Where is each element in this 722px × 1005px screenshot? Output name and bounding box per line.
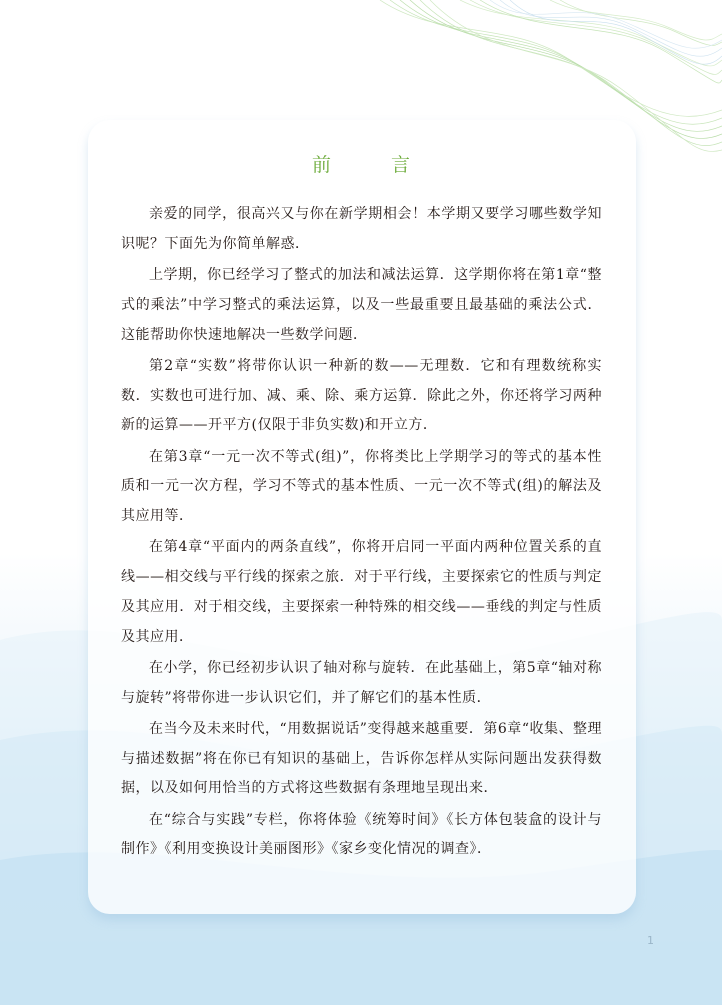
- preface-body: [121, 200, 602, 867]
- paragraph: 在第3章“一元一次不等式(组)”，你将类比上学期学习的等式的基本性质和一元一次方程，学习不等式的基本性质、一元一次不等式(组)的解法及其应用等．: [121, 448, 602, 525]
- paragraph: 亲爱的同学，很高兴又与你在新学期相会！本学期又要学习哪些数学知识呢？下面先为你简单解惑．: [121, 206, 602, 252]
- paragraph: 在“综合与实践”专栏，你将体验《统筹时间》《长方体包装盒的设计与制作》《利用变换设计美丽图形》《家乡变化情况的调查》．: [121, 811, 602, 858]
- page-number: 1: [647, 934, 654, 947]
- page-title: 前 言: [311, 154, 438, 176]
- paragraph: 在小学，你已经初步认识了轴对称与旋转．在此基础上，第5章“轴对称与旋转”将带你进一步认识它们，并了解它们的基本性质．: [121, 659, 602, 706]
- paragraph: 在第4章“平面内的两条直线”，你将开启同一平面内两种位置关系的直线——相交线与平行线的探索之旅．对于平行线，主要探索它的性质与判定及其应用．对于相交线，主要探索一种特殊的相交线——垂线的判定与性质及其应用．: [121, 539, 602, 645]
- paragraph: 第2章“实数”将带你认识一种新的数——无理数．它和有理数统称实数．实数也可进行加、减、乘、除、乘方运算．除此之外，你还将学习两种新的运算——开平方(仅限于非负实数)和开立方．: [121, 357, 602, 434]
- paragraph: 上学期，你已经学习了整式的加法和减法运算．这学期你将在第1章“整式的乘法”中学习整式的乘法运算，以及一些最重要且最基础的乘法公式．这能帮助你快速地解决一些数学问题．: [121, 266, 602, 343]
- paragraph: 在当今及未来时代，“用数据说话”变得越来越重要．第6章“收集、整理与描述数据”将在你已有知识的基础上，告诉你怎样从实际问题出发获得数据，以及如何用恰当的方式将这些数据有条理地呈现出来．: [121, 720, 602, 797]
